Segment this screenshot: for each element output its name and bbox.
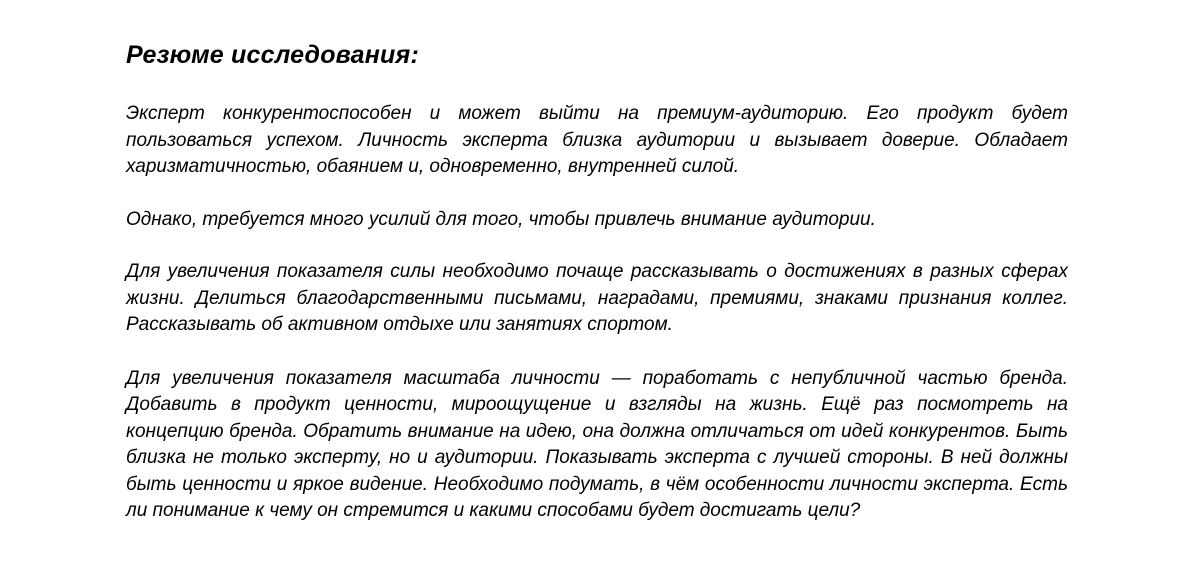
research-summary <box>126 38 1068 525</box>
summary-paragraph-strength: Для увеличения показателя силы необходимо почаще рассказывать о достижениях в разных сферах жизни. Делиться благодарственными письмами, наградами, премиями, знаками признания коллег. Рассказывать об активном отдыхе или занятиях спортом. <box>126 261 1068 335</box>
summary-paragraph-competitiveness: Эксперт конкурентоспособен и может выйти на премиум-аудиторию. Его продукт будет пользоваться успехом. Личность эксперта близка аудитории и вызывает доверие. Обладает харизматичностью, обаянием и, одновременно, внутренней силой. <box>126 103 1068 177</box>
summary-title: Резюме исследования: <box>126 41 419 69</box>
summary-paragraph-attention: Однако, требуется много усилий для того, чтобы привлечь внимание аудитории. <box>126 208 876 230</box>
summary-paragraph-scale: Для увеличения показателя масштаба личности — поработать с непубличной частью бренда. Добавить в продукт ценности, мироощущение и взгляды на жизнь. Ещё раз посмотреть на концепцию бренда. Обратить внимание на идею, она должна отличаться от идей конкурентов. Быть близка не только эксперту, но и аудитории. Показывать эксперта с лучшей стороны. В ней должны быть ценности и яркое видение. Необходимо подумать, в чём особенности личности эксперта. Есть ли понимание к чему он стремится и какими способами будет достигать цели? <box>126 367 1068 521</box>
